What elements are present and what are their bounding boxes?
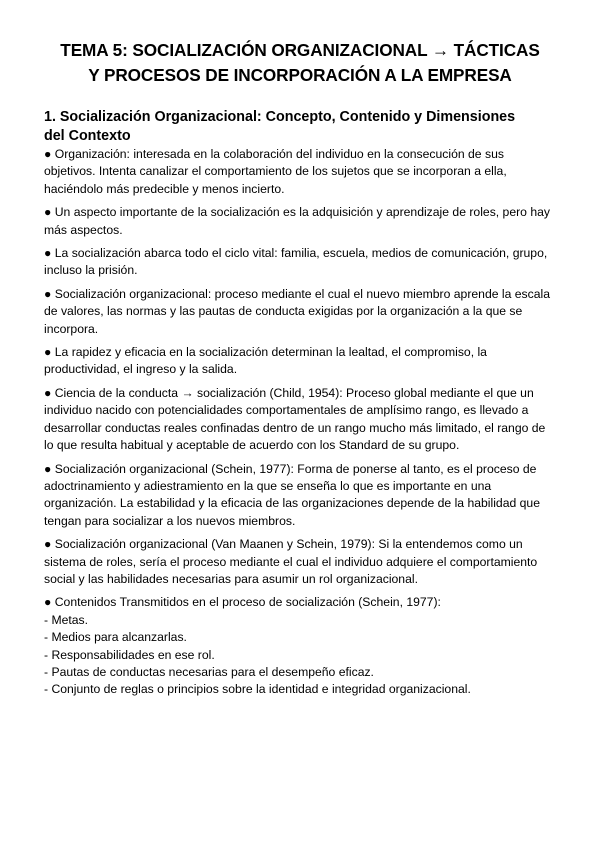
section-1-heading-line-2: del Contexto: [44, 128, 131, 144]
list-item-text: Metas.: [51, 612, 89, 627]
paragraph: ● Organización: interesada en la colaboración del individuo en la consecución de sus objetivos. Intenta canalizar el comportamiento de los sujetos que se incorporan a ella, haciéndolo más predecible y menos incierto.: [44, 147, 507, 196]
list-item: [44, 681, 556, 698]
document-title: [44, 38, 556, 88]
list-item-text: Conjunto de reglas o principios sobre la identidad e integridad organizacional.: [51, 682, 471, 697]
list-item: [44, 629, 556, 646]
paragraph: ● La rapidez y eficacia en la socialización determinan la lealtad, el compromiso, la productividad, el ingreso y la salida.: [44, 345, 487, 377]
paragraph: ● Contenidos Transmitidos en el proceso de socialización (Schein, 1977):: [44, 595, 441, 610]
list-item: [44, 664, 556, 681]
paragraph: ● Socialización organizacional (Schein, 1977): Forma de ponerse al tanto, es el proceso de adoctrinamiento y adiestramiento en la que se enseña lo que es importante en una organización. La estabilidad y la eficacia de las organizaciones depende de la habilidad que tengan para socializar a los nuevos miembros.: [44, 461, 540, 528]
section-1-heading: [44, 108, 556, 146]
title-line-1: TEMA 5: SOCIALIZACIÓN ORGANIZACIONAL → TÁCTICAS: [60, 40, 540, 60]
paragraph: ● Socialización organizacional: proceso mediante el cual el nuevo miembro aprende la escala de valores, las normas y las pautas de conducta exigidas por la organización a la que se incorpora.: [44, 286, 550, 336]
list-item: [44, 647, 556, 664]
section-1-heading-line-1: 1. Socialización Organizacional: Concepto, Contenido y Dimensiones: [44, 109, 516, 125]
list-item-text: Medios para alcanzarlas.: [51, 630, 187, 645]
paragraph: ● La socialización abarca todo el ciclo vital: familia, escuela, medios de comunicación, grupo, incluso la prisión.: [44, 246, 548, 278]
paragraph: ● Ciencia de la conducta → socialización (Child, 1954): Proceso global mediante el que un individuo nacido con potencialidades comportamentales de amplísimo rango, es llevado a desarrollar conductas reales confinadas dentro de un rango mucho más limitado, el rango de lo que resulta habitual y aceptable de acuerdo con los Standard de su grupo.: [44, 385, 546, 453]
list-item: [44, 612, 556, 629]
list-item-text: Pautas de conductas necesarias para el desempeño eficaz.: [51, 664, 374, 679]
contents-list: [44, 612, 556, 699]
list-item-text: Responsabilidades en ese rol.: [51, 647, 215, 662]
paragraph: ● Un aspecto importante de la socialización es la adquisición y aprendizaje de roles, pero hay más aspectos.: [44, 205, 550, 237]
title-line-2: Y PROCESOS DE INCORPORACIÓN A LA EMPRESA: [88, 65, 512, 85]
paragraph: ● Socialización organizacional (Van Maanen y Schein, 1979): Si la entendemos como un sistema de roles, sería el proceso mediante el cual el individuo adquiere el comportamiento social y las habilidades necesarias para asumir un rol organizacional.: [44, 537, 538, 586]
